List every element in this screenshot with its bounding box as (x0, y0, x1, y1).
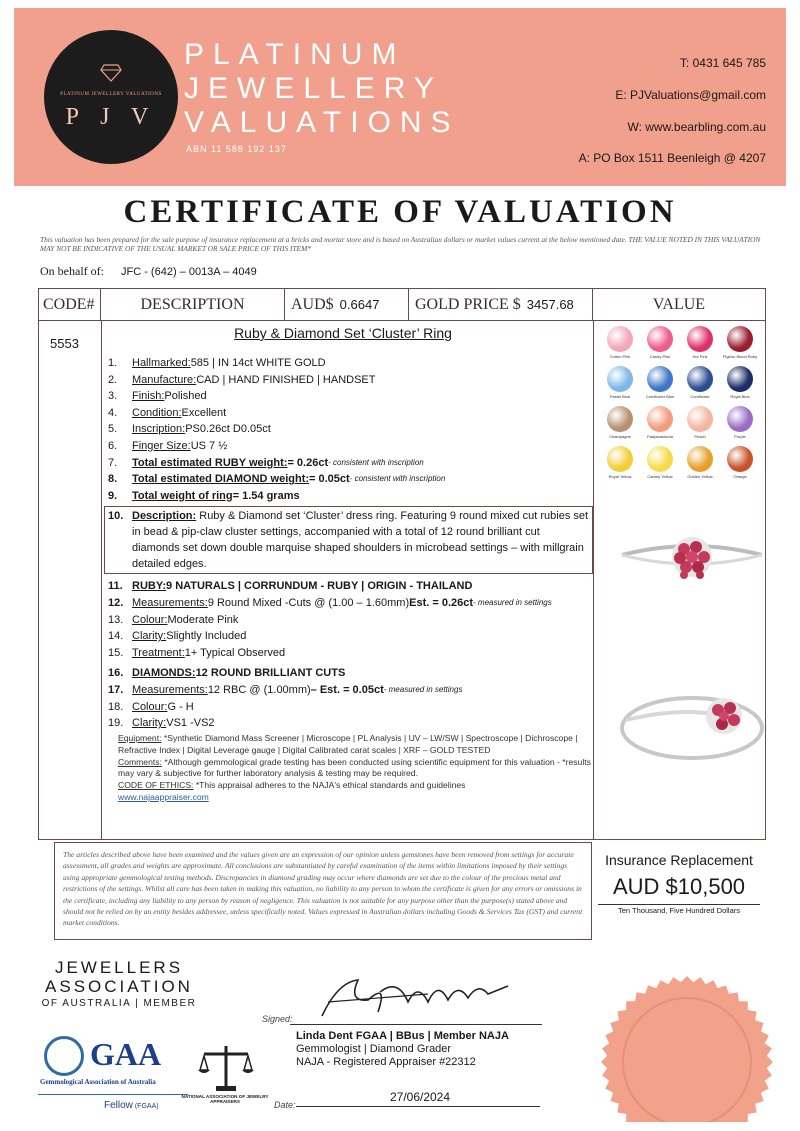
detail-number: 5. (108, 423, 118, 436)
detail-value: CAD | HAND FINISHED | HANDSET (196, 373, 376, 386)
detail-note: - measured in settings (473, 597, 552, 607)
insurance-value: AUD $10,500 (612, 874, 746, 899)
divider (598, 904, 760, 905)
detail-value: US 7 ½ (190, 439, 228, 452)
detail-number: 16. (108, 667, 124, 680)
detail-label: Finger Size: (132, 439, 191, 452)
detail-number: 6. (108, 439, 118, 452)
detail-row (108, 628, 593, 645)
gem-swatch-label: Padparadscha (647, 434, 673, 439)
gem-swatch (607, 366, 633, 392)
detail-label: DIAMONDS: (132, 667, 196, 680)
detail-label: RUBY: (132, 580, 167, 593)
gem-swatch (727, 366, 753, 392)
value-header: VALUE (652, 296, 706, 313)
detail-number: 14. (108, 630, 124, 643)
detail-label: Manufacture: (132, 373, 197, 386)
contact-phone: T: 0431 645 785 (679, 56, 766, 70)
seal-stamp (594, 962, 780, 1122)
behalf-label: On behalf of: (40, 264, 104, 278)
detail-value: PS0.26ct D0.05ct (185, 423, 271, 436)
contact-web[interactable]: W: www.bearbling.com.au (627, 120, 766, 134)
gem-swatch-label: Hot Pink (692, 354, 708, 359)
date-value: 27/06/2024 (389, 1090, 451, 1104)
contact-email[interactable]: E: PJValuations@gmail.com (615, 88, 766, 102)
jaa-sub: OF AUSTRALIA | MEMBER (41, 998, 197, 1009)
ring-image-front (618, 515, 766, 625)
detail-value: = 0.26ct (287, 456, 329, 469)
gem-swatch-label: Pigeon Blood Ruby (722, 354, 758, 359)
detail-number: 1. (108, 357, 118, 369)
detail-label: Description: (132, 510, 197, 523)
detail-number: 18. (108, 700, 124, 713)
naja-logo-text: NATIONAL ASSOCIATION OF JEWELRY APPRAISERS (181, 1094, 269, 1104)
detail-number: 7. (108, 456, 118, 469)
detail-value: 9 Round Mixed -Cuts @ (1.00 – 1.60mm) (207, 596, 410, 609)
pjv-logo (44, 30, 178, 164)
ethics-label: CODE OF ETHICS: (118, 780, 194, 791)
detail-label: Colour: (132, 700, 168, 713)
contact-address: A: PO Box 1511 Beenleigh @ 4207 (578, 151, 766, 165)
brand-line-1: PLATINUM (184, 38, 406, 71)
gold-price-header (409, 289, 593, 321)
table-header (39, 289, 765, 321)
gem-swatch (687, 326, 713, 352)
detail-row (108, 372, 593, 389)
jaa-line-2: ASSOCIATION (45, 977, 193, 996)
aud-header (285, 289, 409, 321)
gem-swatch-label: Golden Yellow (687, 474, 713, 479)
abn-number: ABN 11 588 192 137 (186, 144, 287, 154)
detail-number: 11. (108, 580, 123, 593)
detail-value: 1+ Typical Observed (184, 646, 286, 659)
gem-swatch-label: Canary Yellow (647, 474, 673, 479)
gem-swatch-label: Cornflower Blue (645, 394, 675, 399)
detail-number: 12. (108, 596, 124, 609)
signer-name: Linda Dent FGAA | BBus | Member NAJA (296, 1030, 509, 1042)
ethics-note (118, 780, 593, 792)
fellow-label (104, 1100, 159, 1111)
gem-swatch-label: Peach (694, 434, 706, 439)
detail-value: 12 ROUND BRILLIANT CUTS (195, 667, 346, 680)
detail-value: Slightly Included (166, 630, 247, 643)
detail-row (108, 471, 593, 488)
detail-label: Measurements: (132, 596, 208, 609)
gem-swatch-label: Royal Blue (730, 394, 750, 399)
detail-label: Clarity: (132, 630, 167, 643)
signature-line (290, 1024, 542, 1025)
comments-note (118, 757, 593, 781)
gem-swatch-label: Pastel Blue (609, 394, 631, 399)
detail-estimate: – Est. = 0.05ct (310, 683, 384, 696)
fellow-abbr: (FGAA) (132, 1103, 159, 1110)
detail-row (108, 488, 593, 505)
detail-number: 9. (108, 489, 118, 502)
valuation-disclaimer: This valuation has been prepared for the sale purpose of insurance replacement at a bricks and mortar store and is based on Australian dollars or market values current at the below mentioned date. THE VALUE NOTED IN THIS VALUATION MAY NOT BE INDICATIVE OF THE USUAL MARKET OR SALE PRICE OF THIS ITEM* (40, 235, 761, 253)
detail-estimate: Est. = 0.26ct (409, 596, 474, 609)
detail-label: Inscription: (132, 423, 186, 436)
detail-row (108, 578, 593, 595)
gem-swatch (727, 446, 753, 472)
logo-initials: P J V (65, 104, 157, 130)
signer-registration: NAJA - Registered Appraiser #22312 (296, 1056, 476, 1068)
detail-number: 15. (108, 646, 124, 659)
detail-row (108, 715, 593, 732)
gem-swatch (727, 406, 753, 432)
insurance-replacement (598, 852, 760, 915)
detail-label: Total weight of ring (132, 489, 233, 502)
gem-swatch (687, 366, 713, 392)
divider (101, 321, 102, 839)
jaa-line-1: JEWELLERS (54, 958, 184, 977)
detail-label: Hallmarked: (132, 357, 191, 369)
gem-swatch-label: Cornflower (690, 394, 710, 399)
gem-swatch (727, 326, 753, 352)
brand-name (184, 38, 460, 140)
detail-label: Clarity: (132, 717, 167, 730)
gold-label: GOLD PRICE $ (415, 296, 521, 313)
gaa-subtitle: Gemmological Association of Australia (40, 1078, 156, 1086)
detail-number: 8. (108, 473, 118, 486)
code-header: CODE# (39, 289, 101, 321)
detail-value: 12 RBC @ (1.00mm) (207, 683, 311, 696)
gem-swatch-label: Candy Pink (649, 354, 671, 359)
comments-label: Comments: (118, 756, 162, 767)
header-band (14, 8, 786, 186)
divider (593, 321, 594, 839)
detail-value: = 1.54 grams (232, 489, 300, 502)
item-details (108, 355, 593, 732)
detail-number: 19. (108, 717, 124, 730)
detail-value: = 0.05ct (309, 473, 350, 486)
detail-label: Colour: (132, 613, 168, 626)
detail-row (108, 388, 593, 405)
date-label: Date: (274, 1100, 296, 1110)
gem-swatch (607, 326, 633, 352)
gem-swatch-label: Champagne (609, 434, 631, 439)
item-title: Ruby & Diamond Set ‘Cluster’ Ring (234, 325, 452, 341)
description-header: DESCRIPTION (101, 289, 285, 321)
detail-label: Measurements: (132, 683, 208, 696)
gem-swatch-label: Royal Yellow (608, 474, 632, 479)
detail-value: Ruby & Diamond set ‘Cluster’ dress ring. Featuring 9 round mixed cut rubies set in bead & pip-claw cluster settings, accompanied with a total of 12 round brilliant cut diamonds set down double marquise shaped shoulders in microbead settings – with millgrain detailed edges. (132, 510, 589, 571)
certificate-title: CERTIFICATE OF VALUATION (123, 194, 677, 230)
gold-value: 3457.68 (526, 297, 574, 312)
detail-row (108, 665, 593, 682)
detail-number: 2. (108, 373, 118, 386)
detail-number: 4. (108, 406, 118, 419)
brand-line-2: JEWELLERY (184, 72, 443, 105)
behalf-code: JFC - (642) – 0013A – 4049 (120, 266, 257, 278)
testing-notes (118, 733, 593, 804)
gaa-logo: GAA (90, 1036, 162, 1072)
insurance-words: Ten Thousand, Five Hundred Dollars (617, 906, 740, 915)
detail-value: 585 | IN 14ct WHITE GOLD (190, 357, 326, 369)
aud-label: AUD$ (291, 296, 334, 313)
gem-swatch-label: Purple (734, 434, 746, 439)
detail-row (108, 438, 593, 455)
detail-label: Condition: (132, 406, 182, 419)
detail-note: - consistent with inscription (328, 457, 424, 467)
legal-disclaimer: The articles described above have been examined and the values given are an expression of our opinion unless gemstones have been removed from settings for accurate assessment, all grades and weights are approximate. All conclusions are substantiated by careful examination of the items within limitations imposed by their settings using appropriate gemmological testing methods. Discrepancies in diamond grading may occur where diamonds are set due to the colour of the precious metal and restrictions of the settings. Whilst all care has been taken in making this valuation, no liability to any person to whom the certificate is given for any errors or omissions in the certificate, including any liability to any person by reason of negligence. This valuation is not suitable for any purpose other than the purpose(s) stated above and should not be relied on by an entity besides addressee, unless specifically noted. Values expressed in Australian dollars including Goods & Services Tax (GST) and current market conditions. (54, 842, 592, 940)
diamond-icon (100, 64, 122, 87)
ethics-text: *This appraisal adheres to the NAJA's ethical standards and guidelines (193, 780, 466, 791)
equipment-note (118, 733, 593, 757)
aud-value: 0.6647 (339, 297, 380, 312)
insurance-label: Insurance Replacement (605, 852, 753, 868)
detail-row (108, 355, 593, 372)
detail-row (108, 455, 593, 472)
signed-label: Signed: (262, 1014, 293, 1024)
detail-number: 10. (108, 510, 124, 523)
gem-swatch (687, 406, 713, 432)
date-line (296, 1106, 540, 1107)
detail-note: - measured in settings (383, 684, 463, 694)
gem-swatch (647, 366, 673, 392)
description-row (104, 506, 593, 574)
detail-row (108, 612, 593, 629)
description-text (132, 508, 589, 572)
detail-label: Finish: (132, 390, 165, 403)
jaa-logo (34, 958, 204, 1009)
item-code: 5553 (50, 336, 79, 351)
gem-swatch (647, 446, 673, 472)
signature (318, 972, 518, 1022)
detail-value: 9 NATURALS | CORRUNDUM - RUBY | ORIGIN - THAILAND (166, 580, 473, 593)
detail-note: - consistent with inscription (349, 474, 446, 484)
detail-row (108, 405, 593, 422)
gem-swatch (607, 446, 633, 472)
gaa-diamond-icon (44, 1036, 84, 1076)
brand-line-3: VALUATIONS (184, 106, 460, 139)
equipment-text: *Synthetic Diamond Mass Screener | Microscope | PL Analysis | UV – LW/SW | Spectroscope | Dichroscope | Refractive Index | Digital Leverage gauge | Digital Calibrated carat scales | XRF – GOLD TESTED (118, 733, 578, 755)
fellow-text: Fellow (104, 1100, 133, 1111)
naja-link[interactable]: www.najaappraiser.com (118, 791, 209, 802)
on-behalf-of (40, 264, 257, 279)
detail-value: Excellent (181, 406, 227, 419)
detail-label: Total estimated DIAMOND weight: (132, 473, 310, 486)
detail-row (108, 421, 593, 438)
detail-row (108, 645, 593, 662)
gem-swatch (687, 446, 713, 472)
gem-swatch (647, 406, 673, 432)
detail-label: Total estimated RUBY weight: (132, 456, 288, 469)
gem-swatch-label: Cotton Pink (609, 354, 631, 359)
detail-value: VS1 -VS2 (166, 717, 215, 730)
detail-row (108, 595, 593, 612)
divider (38, 1094, 188, 1095)
detail-value: Polished (164, 390, 207, 403)
equipment-label: Equipment: (118, 733, 162, 743)
comments-text: *Although gemmological grade testing has been conducted using scientific equipment for this valuation - *results may vary & subjective for further laboratory analysis & testing may be required. (118, 756, 591, 779)
detail-value: G - H (167, 700, 194, 713)
detail-number: 3. (108, 390, 118, 403)
detail-number: 17. (108, 683, 124, 696)
gem-swatch (607, 406, 633, 432)
signer-role: Gemmologist | Diamond Grader (296, 1043, 452, 1055)
detail-label: Treatment: (132, 646, 185, 659)
gem-swatch (647, 326, 673, 352)
signer-details (296, 1030, 509, 1069)
detail-value: Moderate Pink (167, 613, 239, 626)
detail-row (108, 699, 593, 716)
scales-icon (196, 1042, 256, 1094)
detail-number: 13. (108, 613, 124, 626)
gem-swatch-label: Orange (733, 474, 747, 479)
ring-image-side (616, 670, 766, 766)
detail-row (108, 682, 593, 699)
logo-small-text: PLATINUM JEWELLERY VALUATIONS (60, 92, 162, 97)
